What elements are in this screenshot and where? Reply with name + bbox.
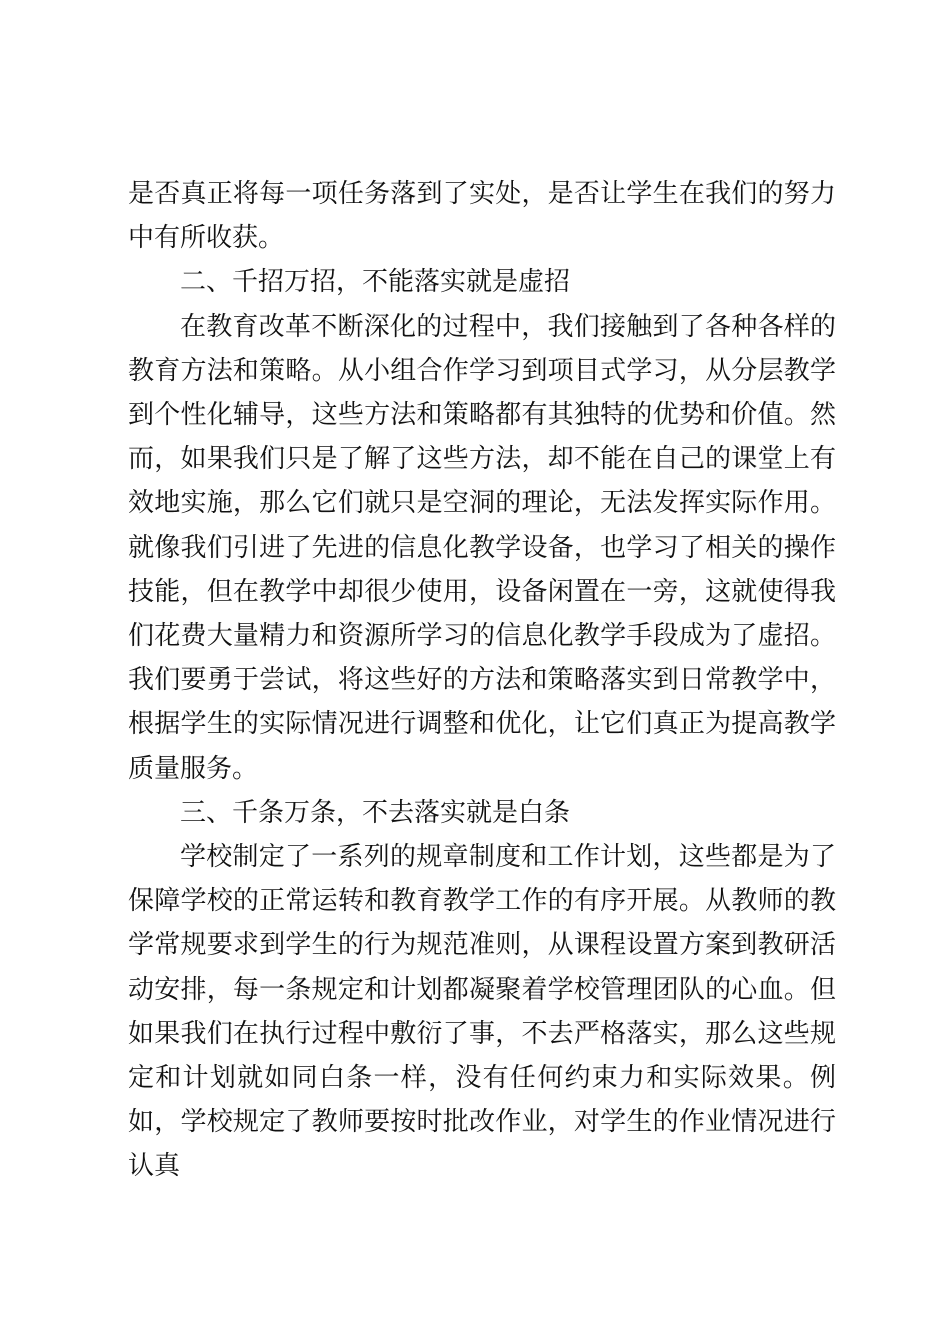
paragraph-continuation: 是否真正将每一项任务落到了实处，是否让学生在我们的努力中有所收获。 [128,179,836,254]
paragraph-section-3: 学校制定了一系列的规章制度和工作计划，这些都是为了保障学校的正常运转和教育教学工作的有序开展。从教师的教学常规要求到学生的行为规范准则，从课程设置方案到教研活动安排，每一条规定和计划都凝聚着学校管理团队的心血。但如果我们在执行过程中敷衍了事，不去严格落实，那么这些规定和计划就如同白条一样，没有任何约束力和实际效果。例如，学校规定了教师要按时批改作业，对学生的作业情况进行认真 [128,842,836,1182]
paragraph-section-2: 在教育改革不断深化的过程中，我们接触到了各种各样的教育方法和策略。从小组合作学习到项目式学习，从分层教学到个性化辅导，这些方法和策略都有其独特的优势和价值。然而，如果我们只是了解了这些方法，却不能在自己的课堂上有效地实施，那么它们就只是空洞的理论，无法发挥实际作用。就像我们引进了先进的信息化教学设备，也学习了相关的操作技能，但在教学中却很少使用，设备闲置在一旁，这就使得我们花费大量精力和资源所学习的信息化教学手段成为了虚招。我们要勇于尝试，将这些好的方法和策略落实到日常教学中，根据学生的实际情况进行调整和优化，让它们真正为提高教学质量服务。 [128,311,836,784]
section-heading-3: 三、千条万条，不去落实就是白条 [180,797,571,828]
body-text [128,172,836,1189]
section-heading-2: 二、千招万招，不能落实就是虚招 [180,267,571,298]
